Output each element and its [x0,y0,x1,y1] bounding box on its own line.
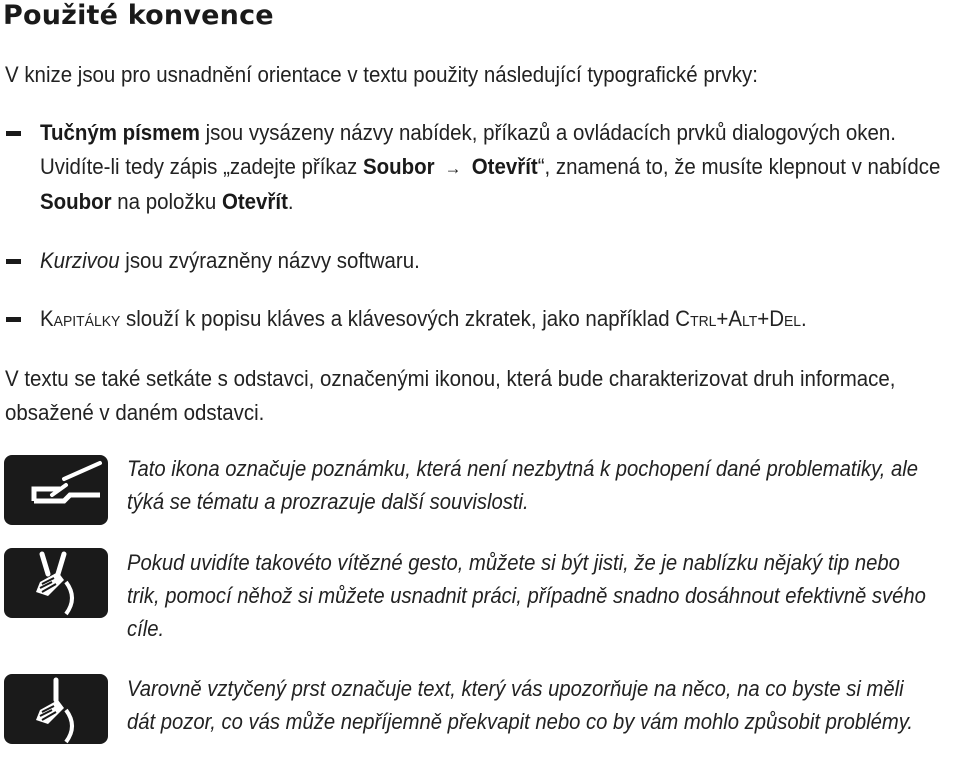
bullet-marker [6,131,21,136]
icons-paragraph: V textu se také setkáte s odstavci, označenými ikonou, která bude charakterizovat druh informace, obsažené v daném odstavci. [5,366,896,425]
bullet1-text-c: na položku [111,189,222,214]
command-otevrit: Otevřít [471,154,538,179]
bullet-bold-convention [40,116,960,219]
keyboard-shortcut: Ctrl+Alt+Del [675,306,802,331]
italic-lead: Kurzivou [40,248,120,273]
arrow-icon: → [444,158,462,178]
intro-paragraph: V knize jsou pro usnadnění orientace v textu použity následující typografické prvky: [5,62,758,87]
victory-hand-icon [4,548,108,618]
bullet2-text: jsou zvýrazněny názvy softwaru. [119,248,420,273]
note-text-info: Tato ikona označuje poznámku, která není nezbytná k pochopení dané problematiky, ale týká se tématu a prozrazuje další souvislosti. [127,456,919,514]
bullet3-text-b: . [801,306,807,331]
bold-lead: Tučným písmem [40,120,200,145]
bullet1-text-b: “, znamená to, že musíte klepnout v nabídce [537,154,941,179]
command-soubor: Soubor [362,154,435,179]
bullet1-text-a: jsou vysázeny názvy nabídek, příkazů a ovládacích prvků dialogových oken. Uvidíte-li tedy zápis „zadejte příkaz [40,120,896,179]
note-pencil-icon [4,455,108,525]
bullet-italic-convention [40,244,877,278]
bullet3-text-a: slouží k popisu kláves a klávesových zkratek, jako například [120,306,676,331]
raised-finger-icon [4,674,108,744]
menu-item-otevrit: Otevřít [221,189,288,214]
bullet-marker [6,317,21,322]
bullet-marker [6,259,21,264]
bullet1-text-d: . [287,189,294,214]
page-heading: Použité konvence [3,0,274,31]
smallcaps-lead: Kapitálky [40,306,121,331]
note-text-tip: Pokud uvidíte takovéto vítězné gesto, můžete si být jisti, že je nablízku nějaký tip nebo trik, pomocí něhož si můžete usnadnit práci, případně snadno dosáhnout efektivně svého cíle. [127,550,926,641]
bullet-smallcaps-convention [40,302,933,336]
note-text-warning: Varovně vztyčený prst označuje text, který vás upozorňuje na něco, na co byste si měli dát pozor, co vás může nepříjemně překvapit nebo co by vám mohlo způsobit problémy. [127,676,914,734]
menu-soubor: Soubor [40,189,112,214]
